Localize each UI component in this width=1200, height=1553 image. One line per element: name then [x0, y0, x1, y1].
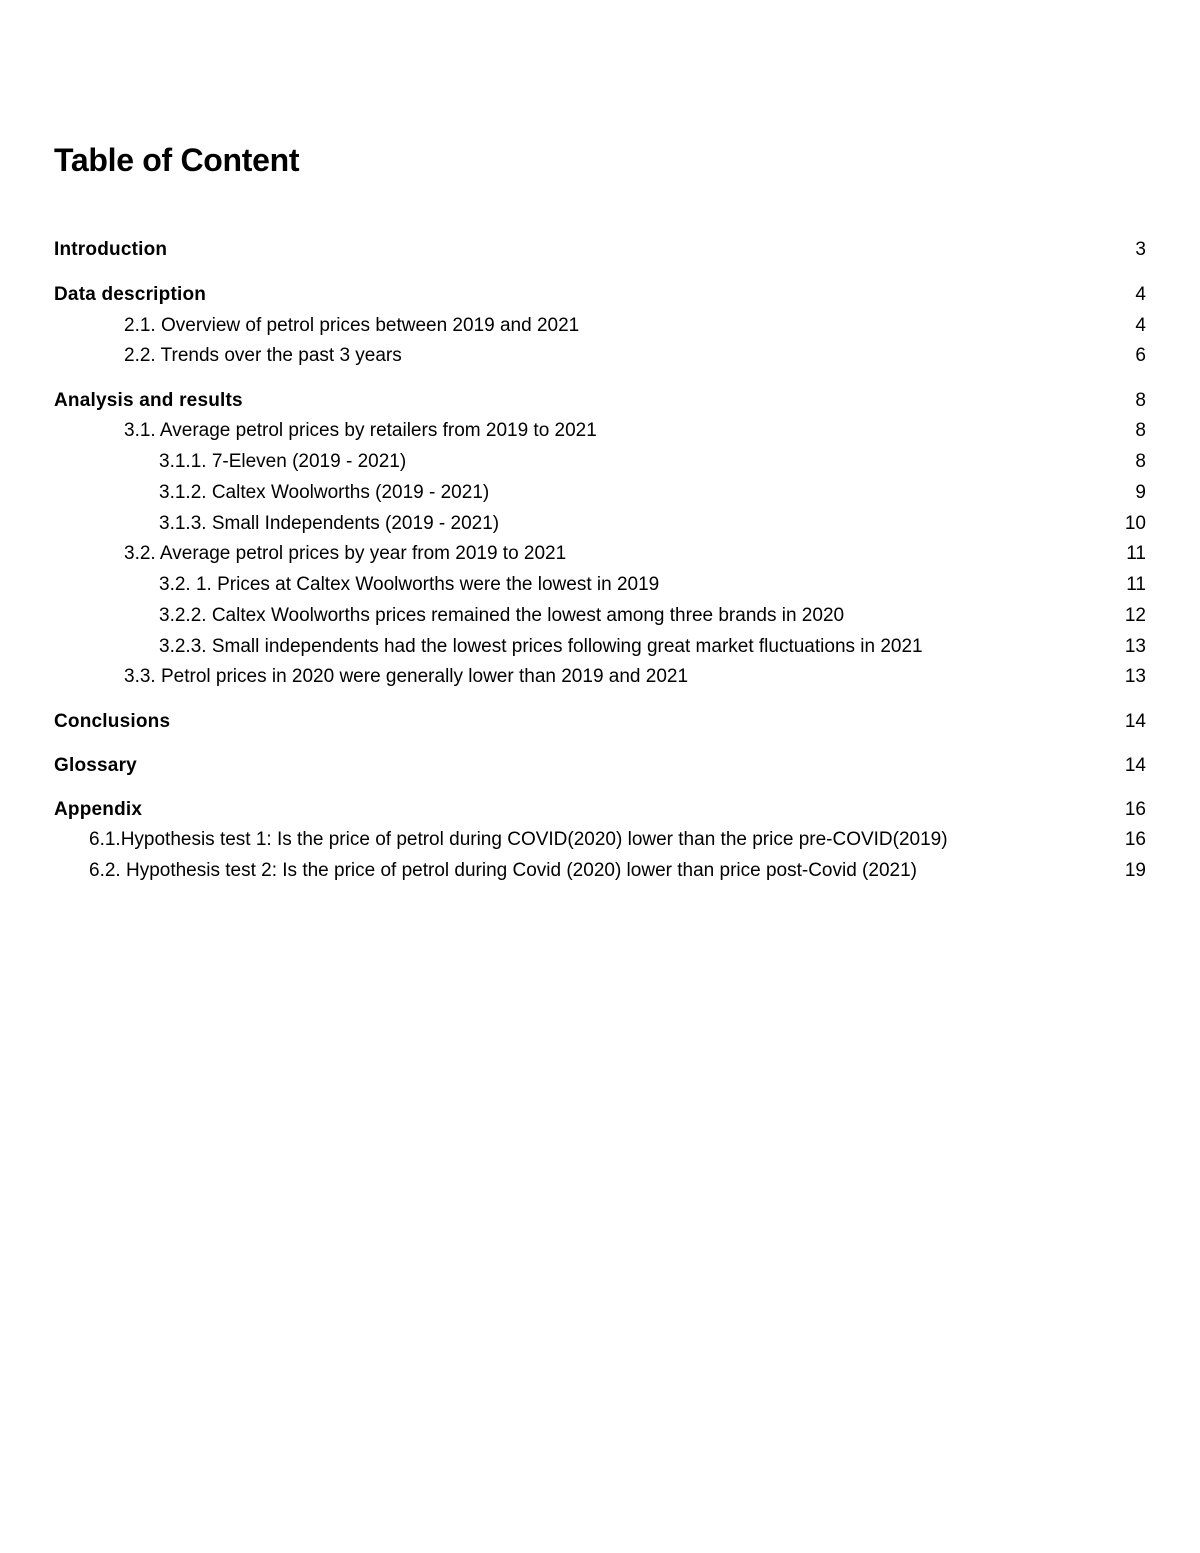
toc-entry-introduction[interactable] — [0, 237, 1200, 263]
toc-entry-label: 3.1.3. Small Independents (2019 - 2021) — [159, 513, 500, 534]
toc-entry-label: 3.1. Average petrol prices by retailers from 2019 to 2021 — [124, 420, 597, 441]
toc-entry-page: 8 — [1135, 420, 1146, 441]
toc-entry-label: Introduction — [54, 239, 168, 260]
toc-entry-page: 19 — [1124, 860, 1146, 881]
toc-entry-page: 4 — [1135, 315, 1146, 336]
toc-entry-page: 6 — [1135, 345, 1146, 366]
toc-entry-page: 8 — [1135, 451, 1146, 472]
toc-entry-label: 3.2.2. Caltex Woolworths prices remained the lowest among three brands in 2020 — [159, 605, 845, 626]
toc-entry-appendix[interactable] — [0, 797, 1200, 823]
toc-entry-page: 16 — [1124, 799, 1146, 820]
toc-entry-label: Data description — [54, 284, 207, 305]
toc-entry-page: 4 — [1135, 284, 1146, 305]
toc-entry-analysis[interactable] — [0, 388, 1200, 414]
toc-entry-3-2-2[interactable] — [0, 603, 1200, 629]
toc-entry-2-1[interactable] — [0, 313, 1200, 339]
toc-entry-glossary[interactable] — [0, 753, 1200, 779]
toc-entry-page: 9 — [1135, 482, 1146, 503]
toc-entry-3-1-3[interactable] — [0, 511, 1200, 537]
toc-entry-label: Glossary — [54, 755, 137, 776]
toc-entry-label: 6.2. Hypothesis test 2: Is the price of petrol during Covid (2020) lower than price post-Covid (2021) — [89, 860, 917, 881]
toc-entry-page: 11 — [1126, 543, 1146, 564]
toc-entry-3-1-1[interactable] — [0, 449, 1200, 475]
toc-entry-page: 10 — [1124, 513, 1146, 534]
toc-entry-6-1[interactable] — [0, 827, 1200, 853]
toc-entry-label: 3.1.2. Caltex Woolworths (2019 - 2021) — [159, 482, 490, 503]
toc-entry-label: 3.2. Average petrol prices by year from 2019 to 2021 — [124, 543, 567, 564]
toc-entry-label: 6.1.Hypothesis test 1: Is the price of petrol during COVID(2020) lower than the price pre-COVID(2019) — [89, 829, 948, 850]
toc-entry-label: 3.2. 1. Prices at Caltex Woolworths were the lowest in 2019 — [159, 574, 660, 595]
toc-entry-label: Appendix — [54, 799, 143, 820]
toc-entry-label: Conclusions — [54, 711, 171, 732]
toc-entry-2-2[interactable] — [0, 343, 1200, 369]
toc-entry-page: 16 — [1124, 829, 1146, 850]
toc-entry-label: 3.3. Petrol prices in 2020 were generally lower than 2019 and 2021 — [124, 666, 689, 687]
toc-entry-page: 8 — [1135, 390, 1146, 411]
toc-entry-label: 3.1.1. 7-Eleven (2019 - 2021) — [159, 451, 407, 472]
toc-entry-6-2[interactable] — [0, 858, 1200, 884]
toc-entry-page: 14 — [1124, 755, 1146, 776]
page-title: Table of Content — [54, 142, 300, 178]
toc-entry-page: 3 — [1135, 239, 1146, 260]
toc-entry-label: Analysis and results — [54, 390, 243, 411]
toc-entry-label: 2.1. Overview of petrol prices between 2019 and 2021 — [124, 315, 580, 336]
toc-entry-3-3[interactable] — [0, 664, 1200, 690]
toc-entry-3-2-1[interactable] — [0, 572, 1200, 598]
toc-entry-page: 12 — [1124, 605, 1146, 626]
toc-entry-page: 13 — [1124, 666, 1146, 687]
toc-entry-label: 2.2. Trends over the past 3 years — [124, 345, 402, 366]
toc-entry-page: 11 — [1126, 574, 1146, 595]
toc-entry-page: 14 — [1124, 711, 1146, 732]
toc-entry-3-1-2[interactable] — [0, 480, 1200, 506]
toc-entry-label: 3.2.3. Small independents had the lowest prices following great market fluctuations in 2021 — [159, 636, 923, 657]
toc-entry-page: 13 — [1124, 636, 1146, 657]
toc-entry-data-description[interactable] — [0, 282, 1200, 308]
toc-entry-conclusions[interactable] — [0, 709, 1200, 735]
toc-entry-3-2[interactable] — [0, 541, 1200, 567]
toc-entry-3-1[interactable] — [0, 418, 1200, 444]
toc-entry-3-2-3[interactable] — [0, 634, 1200, 660]
